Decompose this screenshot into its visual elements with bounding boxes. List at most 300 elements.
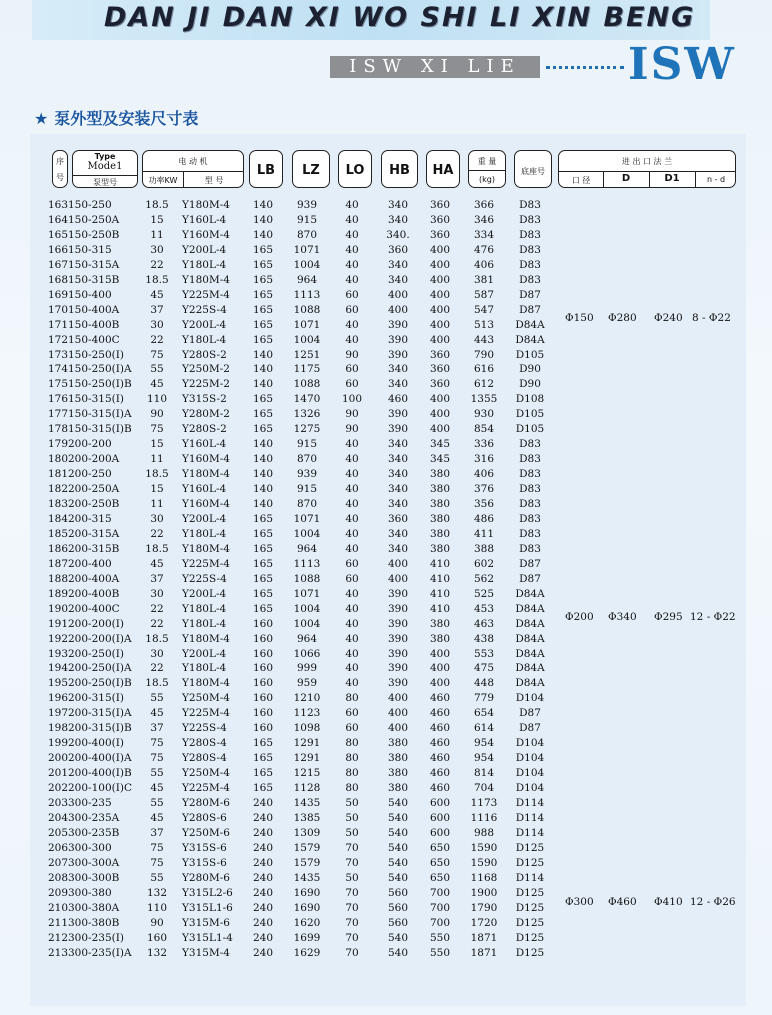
cell-base: D84A [515, 587, 545, 600]
cell-lb: 140 [252, 378, 274, 391]
cell-power: 30 [150, 587, 164, 600]
cell-base: D83 [519, 243, 541, 256]
cell-seq: 179 [48, 438, 69, 451]
cell-lo: 40 [345, 542, 359, 555]
cell-lo: 40 [345, 213, 359, 226]
cell-lo: 40 [345, 318, 359, 331]
cell-power: 18.5 [145, 468, 169, 481]
cell-weight: 1116 [470, 811, 498, 824]
cell-power: 45 [150, 782, 164, 795]
cell-weight: 356 [473, 498, 495, 510]
cell-lb: 165 [252, 243, 274, 256]
cell-lz: 1620 [293, 916, 321, 929]
cell-seq: 211 [48, 916, 69, 929]
cell-hb: 340 [387, 527, 409, 540]
cell-lz: 1699 [293, 931, 321, 944]
cell-seq: 192 [48, 632, 69, 645]
table-row [0, 512, 772, 527]
cell-weight: 1900 [470, 886, 498, 899]
cell-lb: 165 [252, 273, 274, 286]
cell-hb: 460 [387, 393, 409, 406]
cell-model: 200-400(I)A [68, 752, 132, 765]
header-ha-text: HA [432, 163, 454, 178]
cell-hb: 390 [387, 602, 409, 615]
cell-hb: 340 [387, 438, 409, 451]
cell-base: D84A [515, 333, 545, 346]
cell-lz: 1071 [293, 318, 321, 331]
cell-weight: 954 [473, 737, 495, 750]
cell-weight: 346 [473, 213, 495, 226]
cell-power: 30 [150, 512, 164, 525]
cell-lo: 80 [345, 767, 359, 780]
header-model-model: Mode1 [87, 161, 123, 172]
table-row [0, 497, 772, 512]
table-row [0, 632, 772, 647]
cell-power: 11 [150, 453, 164, 466]
cell-base: D83 [519, 512, 541, 525]
cell-lz: 870 [296, 498, 318, 510]
cell-power: 30 [150, 647, 164, 660]
flange-group-3-d: Φ460 [608, 896, 637, 908]
table-row [0, 377, 772, 392]
flange-group-2-d: Φ340 [608, 611, 637, 623]
cell-hb: 380 [387, 752, 409, 765]
cell-ha: 360 [429, 378, 451, 391]
cell-lz: 1435 [293, 871, 321, 884]
cell-seq: 187 [48, 557, 69, 570]
cell-motor-model: Y280M-6 [182, 871, 230, 884]
cell-power: 18.5 [145, 632, 169, 645]
cell-lz: 1690 [293, 901, 321, 914]
header-weight-bottom: (kg) [479, 175, 495, 184]
header-flange [558, 150, 736, 188]
cell-lz: 964 [296, 273, 318, 286]
cell-seq: 171 [48, 318, 69, 331]
cell-ha: 400 [429, 273, 451, 286]
cell-base: D83 [519, 542, 541, 555]
header-lo-text: LO [345, 163, 365, 178]
cell-lb: 165 [252, 737, 274, 750]
cell-motor-model: Y315M-6 [182, 916, 230, 929]
cell-weight: 1790 [470, 901, 498, 914]
table-row [0, 467, 772, 482]
cell-lb: 160 [252, 632, 274, 645]
table-row [0, 916, 772, 931]
cell-seq: 167 [48, 258, 69, 271]
header-lo [338, 150, 372, 188]
header-hb [381, 150, 418, 188]
cell-weight: 654 [473, 707, 495, 720]
cell-lo: 90 [345, 423, 359, 436]
cell-motor-model: Y180M-4 [182, 273, 230, 286]
cell-lo: 40 [345, 512, 359, 525]
cell-seq: 183 [48, 498, 69, 510]
cell-seq: 195 [48, 677, 69, 690]
cell-model: 200-200(I) [68, 617, 124, 630]
cell-weight: 463 [473, 617, 495, 630]
cell-ha: 550 [429, 946, 451, 959]
cell-weight: 1720 [470, 916, 498, 929]
cell-lb: 140 [252, 438, 274, 451]
cell-hb: 390 [387, 617, 409, 630]
cell-lz: 1291 [293, 737, 321, 750]
cell-lz: 1690 [293, 886, 321, 899]
cell-lb: 160 [252, 692, 274, 705]
cell-hb: 340 [387, 498, 409, 510]
flange-group-1-dia: Φ150 [565, 312, 594, 324]
cell-weight: 614 [473, 722, 495, 735]
cell-power: 37 [150, 722, 164, 735]
cell-lb: 140 [252, 363, 274, 376]
cell-lo: 40 [345, 662, 359, 675]
cell-seq: 203 [48, 797, 69, 809]
cell-lz: 1175 [293, 363, 321, 376]
cell-weight: 388 [473, 542, 495, 555]
cell-seq: 197 [48, 707, 69, 720]
cell-ha: 400 [429, 647, 451, 660]
cell-weight: 1871 [470, 946, 498, 959]
cell-lz: 1470 [293, 393, 321, 406]
cell-lo: 40 [345, 647, 359, 660]
cell-model: 200-200(I)A [68, 632, 132, 645]
cell-lo: 40 [345, 498, 359, 510]
cell-seq: 188 [48, 572, 69, 585]
cell-hb: 390 [387, 632, 409, 645]
cell-base: D84A [515, 647, 545, 660]
cell-ha: 380 [429, 498, 451, 510]
cell-weight: 602 [473, 557, 495, 570]
cell-lb: 165 [252, 408, 274, 421]
cell-hb: 400 [387, 707, 409, 720]
cell-ha: 700 [429, 886, 451, 899]
cell-hb: 540 [387, 931, 409, 944]
cell-weight: 587 [473, 288, 495, 301]
cell-ha: 400 [429, 303, 451, 316]
cell-seq: 180 [48, 453, 69, 466]
cell-base: D125 [515, 856, 545, 869]
cell-weight: 336 [473, 438, 495, 451]
header-model-type: Type [94, 152, 116, 161]
cell-ha: 460 [429, 782, 451, 795]
cell-ha: 400 [429, 243, 451, 256]
cell-ha: 380 [429, 542, 451, 555]
cell-motor-model: Y180M-4 [182, 542, 230, 555]
cell-lb: 240 [252, 841, 274, 854]
cell-hb: 390 [387, 333, 409, 346]
table-row [0, 811, 772, 826]
cell-power: 30 [150, 243, 164, 256]
cell-lb: 140 [252, 498, 274, 510]
cell-lo: 70 [345, 856, 359, 869]
cell-lb: 160 [252, 647, 274, 660]
cell-motor-model: Y315L1-4 [182, 931, 233, 944]
cell-ha: 360 [429, 363, 451, 376]
cell-lo: 40 [345, 527, 359, 540]
table-row [0, 781, 772, 796]
cell-lb: 140 [252, 483, 274, 496]
cell-lz: 1215 [293, 767, 321, 780]
cell-ha: 700 [429, 916, 451, 929]
cell-ha: 410 [429, 587, 451, 600]
cell-lb: 240 [252, 871, 274, 884]
cell-hb: 390 [387, 587, 409, 600]
cell-base: D87 [519, 572, 541, 585]
cell-base: D83 [519, 498, 541, 510]
cell-power: 45 [150, 378, 164, 391]
cell-lo: 40 [345, 468, 359, 481]
header-motor-power: 功率KW [148, 176, 178, 185]
cell-seq: 213 [48, 946, 69, 959]
cell-base: D83 [519, 527, 541, 540]
cell-motor-model: Y200L-4 [182, 318, 227, 331]
cell-weight: 930 [473, 408, 495, 421]
cell-hb: 540 [387, 797, 409, 809]
cell-power: 22 [150, 258, 164, 271]
cell-power: 37 [150, 303, 164, 316]
cell-base: D125 [515, 886, 545, 899]
cell-model: 200-400B [68, 587, 120, 600]
cell-lb: 165 [252, 767, 274, 780]
cell-hb: 540 [387, 826, 409, 839]
cell-lz: 1326 [293, 408, 321, 421]
cell-ha: 400 [429, 677, 451, 690]
cell-seq: 194 [48, 662, 69, 675]
cell-model: 300-300A [68, 856, 120, 869]
cell-seq: 178 [48, 423, 69, 436]
cell-motor-model: Y160M-4 [182, 453, 230, 466]
cell-seq: 165 [48, 228, 69, 241]
cell-model: 200-200 [68, 438, 112, 451]
cell-motor-model: Y280M-2 [182, 408, 230, 421]
cell-lb: 165 [252, 542, 274, 555]
cell-model: 300-235(I)A [68, 946, 132, 959]
cell-ha: 460 [429, 737, 451, 750]
table-row [0, 946, 772, 961]
cell-hb: 560 [387, 916, 409, 929]
cell-seq: 189 [48, 587, 69, 600]
cell-lz: 1004 [293, 527, 321, 540]
cell-weight: 476 [473, 243, 495, 256]
cell-ha: 400 [429, 393, 451, 406]
cell-ha: 460 [429, 767, 451, 780]
cell-lb: 140 [252, 213, 274, 226]
cell-weight: 988 [473, 826, 495, 839]
cell-ha: 380 [429, 632, 451, 645]
cell-weight: 547 [473, 303, 495, 316]
cell-lb: 165 [252, 602, 274, 615]
cell-model: 150-250(I) [68, 348, 124, 361]
cell-model: 300-235B [68, 826, 120, 839]
cell-lb: 160 [252, 677, 274, 690]
cell-power: 75 [150, 841, 164, 854]
cell-ha: 360 [429, 213, 451, 226]
cell-model: 200-400C [68, 602, 120, 615]
cell-weight: 334 [473, 228, 495, 241]
cell-base: D114 [515, 871, 545, 884]
cell-power: 55 [150, 797, 164, 809]
cell-motor-model: Y200L-4 [182, 512, 227, 525]
cell-ha: 650 [429, 871, 451, 884]
cell-hb: 390 [387, 662, 409, 675]
cell-power: 37 [150, 572, 164, 585]
cell-weight: 1355 [470, 393, 498, 406]
cell-weight: 376 [473, 483, 495, 496]
cell-power: 132 [146, 886, 168, 899]
cell-seq: 164 [48, 213, 69, 226]
cell-motor-model: Y160M-4 [182, 228, 230, 241]
cell-base: D83 [519, 438, 541, 451]
cell-seq: 199 [48, 737, 69, 750]
cell-lb: 165 [252, 258, 274, 271]
cell-lo: 70 [345, 931, 359, 944]
cell-motor-model: Y225M-4 [182, 782, 230, 795]
cell-lb: 165 [252, 512, 274, 525]
cell-model: 150-250A [68, 213, 120, 226]
cell-base: D83 [519, 468, 541, 481]
section-title [34, 106, 198, 129]
cell-lz: 1309 [293, 826, 321, 839]
cell-seq: 173 [48, 348, 69, 361]
cell-model: 200-315(I) [68, 692, 124, 705]
cell-model: 200-315 [68, 512, 112, 525]
cell-hb: 400 [387, 692, 409, 705]
cell-power: 55 [150, 692, 164, 705]
cell-lo: 80 [345, 752, 359, 765]
cell-base: D84A [515, 677, 545, 690]
cell-model: 200-315B [68, 542, 120, 555]
cell-motor-model: Y225S-4 [182, 722, 227, 735]
cell-seq: 198 [48, 722, 69, 735]
cell-base: D125 [515, 916, 545, 929]
table-row [0, 362, 772, 377]
cell-model: 200-315A [68, 527, 120, 540]
table-row [0, 258, 772, 273]
cell-lo: 40 [345, 438, 359, 451]
table-row [0, 587, 772, 602]
cell-base: D104 [515, 782, 545, 795]
cell-seq: 182 [48, 483, 69, 496]
cell-lo: 40 [345, 617, 359, 630]
cell-seq: 200 [48, 752, 69, 765]
cell-ha: 460 [429, 692, 451, 705]
cell-base: D83 [519, 453, 541, 466]
cell-hb: 340 [387, 258, 409, 271]
cell-motor-model: Y225M-4 [182, 707, 230, 720]
table-row [0, 706, 772, 721]
cell-lz: 1098 [293, 722, 321, 735]
cell-motor-model: Y180L-4 [182, 662, 227, 675]
cell-base: D90 [519, 363, 541, 376]
cell-lo: 60 [345, 288, 359, 301]
table-row [0, 796, 772, 811]
cell-lz: 1071 [293, 512, 321, 525]
cell-lo: 40 [345, 677, 359, 690]
cell-ha: 650 [429, 841, 451, 854]
cell-power: 45 [150, 288, 164, 301]
cell-weight: 366 [473, 199, 495, 211]
cell-power: 75 [150, 348, 164, 361]
cell-model: 200-100(I)C [68, 782, 133, 795]
cell-lo: 40 [345, 273, 359, 286]
flange-group-3-dia: Φ300 [565, 896, 594, 908]
cell-lb: 165 [252, 318, 274, 331]
cell-lz: 1210 [293, 692, 321, 705]
cell-motor-model: Y200L-4 [182, 647, 227, 660]
cell-lo: 70 [345, 841, 359, 854]
cell-weight: 616 [473, 363, 495, 376]
flange-group-2-dia: Φ200 [565, 611, 594, 623]
cell-weight: 612 [473, 378, 495, 391]
cell-hb: 340. [386, 228, 410, 241]
cell-lz: 1579 [293, 841, 321, 854]
cell-lo: 50 [345, 797, 359, 809]
table-row [0, 647, 772, 662]
table-row [0, 661, 772, 676]
cell-base: D114 [515, 811, 545, 824]
cell-base: D104 [515, 752, 545, 765]
cell-motor-model: Y280S-2 [182, 348, 227, 361]
cell-hb: 400 [387, 722, 409, 735]
cell-power: 22 [150, 527, 164, 540]
cell-lb: 165 [252, 782, 274, 795]
cell-lz: 1385 [293, 811, 321, 824]
cell-weight: 406 [473, 258, 495, 271]
cell-model: 150-400A [68, 303, 120, 316]
cell-hb: 540 [387, 871, 409, 884]
cell-power: 75 [150, 856, 164, 869]
cell-motor-model: Y160L-4 [182, 213, 227, 226]
cell-hb: 340 [387, 453, 409, 466]
cell-lz: 1291 [293, 752, 321, 765]
cell-motor-model: Y315M-4 [182, 946, 230, 959]
cell-base: D83 [519, 273, 541, 286]
cell-motor-model: Y225S-4 [182, 572, 227, 585]
cell-lo: 40 [345, 483, 359, 496]
cell-ha: 600 [429, 797, 451, 809]
cell-lz: 964 [296, 632, 318, 645]
cell-weight: 779 [473, 692, 495, 705]
table-row [0, 288, 772, 303]
cell-hb: 540 [387, 841, 409, 854]
cell-lo: 40 [345, 632, 359, 645]
cell-lz: 939 [296, 468, 318, 481]
cell-motor-model: Y160M-4 [182, 498, 230, 510]
cell-motor-model: Y200L-4 [182, 243, 227, 256]
header-motor-title: 电 动 机 [178, 157, 208, 166]
cell-power: 18.5 [145, 273, 169, 286]
cell-seq: 196 [48, 692, 69, 705]
header-flange-d1: D1 [664, 173, 680, 184]
cell-base: D125 [515, 931, 545, 944]
cell-hb: 340 [387, 273, 409, 286]
cell-weight: 525 [473, 587, 495, 600]
section-title-text: 泵外型及安装尺寸表 [54, 109, 199, 128]
cell-lo: 90 [345, 348, 359, 361]
cell-seq: 210 [48, 901, 69, 914]
cell-lo: 90 [345, 408, 359, 421]
banner-title: DAN JI DAN XI WO SHI LI XIN BENG [104, 2, 696, 33]
cell-lb: 165 [252, 557, 274, 570]
table-row [0, 826, 772, 841]
header-seq-top: 序 [56, 157, 64, 166]
cell-lb: 160 [252, 617, 274, 630]
flange-group-2-d1: Φ295 [654, 611, 683, 623]
cell-seq: 166 [48, 243, 69, 256]
cell-weight: 854 [473, 423, 495, 436]
cell-model: 200-400(I)B [68, 767, 132, 780]
cell-model: 200-250(I)B [68, 677, 132, 690]
cell-hb: 340 [387, 363, 409, 376]
